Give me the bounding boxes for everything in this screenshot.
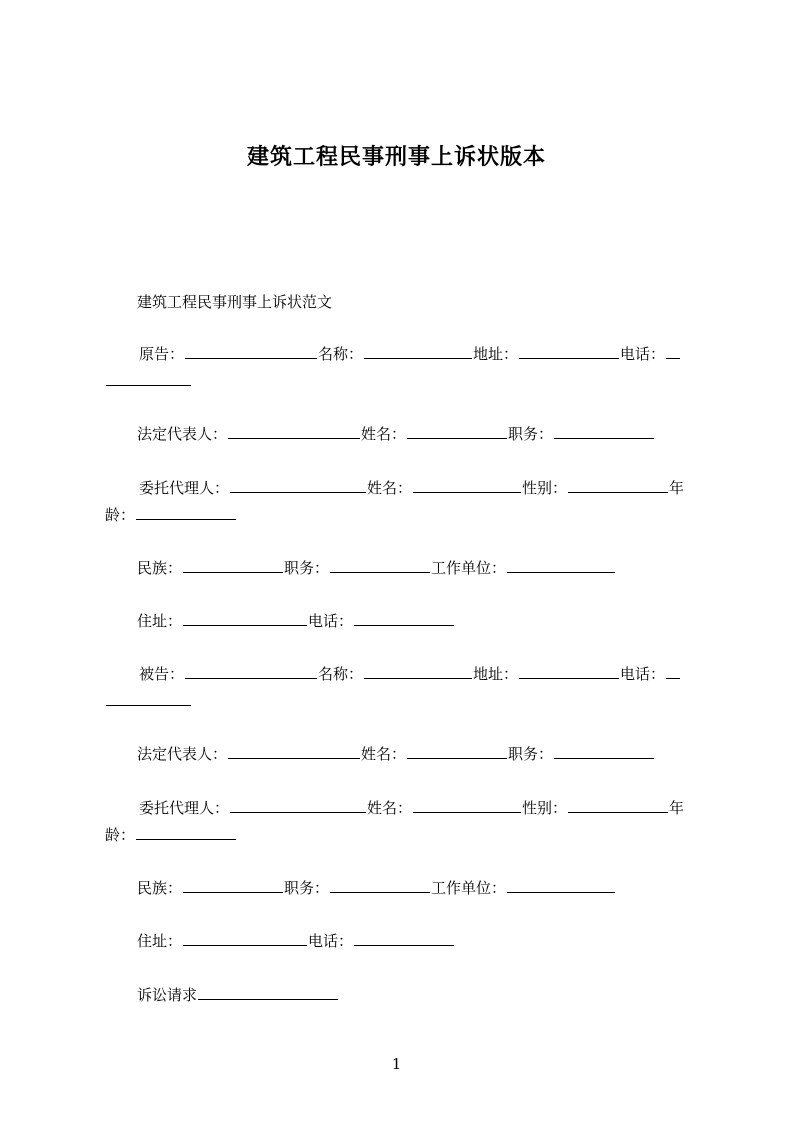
defendant-ethnicity-line bbox=[137, 873, 616, 903]
defendant-agent-line bbox=[139, 793, 684, 823]
plaintiff-address-blank[interactable] bbox=[519, 340, 619, 359]
defendant-residence-blank[interactable] bbox=[183, 927, 307, 946]
defendant-phone-blank-start[interactable] bbox=[666, 660, 680, 679]
defendant-ethnicity-blank[interactable] bbox=[183, 874, 283, 893]
plaintiff-agent-label: 委托代理人： bbox=[139, 479, 230, 497]
plaintiff-residence-label: 住址： bbox=[137, 612, 183, 630]
claims-label: 诉讼请求 bbox=[137, 986, 198, 1004]
claims-blank[interactable] bbox=[198, 981, 338, 1000]
defendant-legal-rep-name-label: 姓名： bbox=[361, 745, 407, 763]
defendant-agent-name-blank[interactable] bbox=[413, 794, 521, 813]
plaintiff-ethnicity-blank[interactable] bbox=[183, 554, 283, 573]
plaintiff-agent-age-label-a: 年 bbox=[669, 479, 685, 497]
defendant-ethnicity-label: 民族： bbox=[137, 879, 183, 897]
defendant-name-label: 名称： bbox=[318, 665, 364, 683]
plaintiff-label: 原告： bbox=[139, 345, 185, 363]
plaintiff-residence-phone-blank[interactable] bbox=[354, 607, 454, 626]
claims-line bbox=[137, 980, 339, 1010]
defendant-legal-rep-label: 法定代表人： bbox=[137, 745, 228, 763]
plaintiff-name-blank[interactable] bbox=[364, 340, 472, 359]
plaintiff-agent-name-blank[interactable] bbox=[413, 474, 521, 493]
defendant-residence-phone-blank[interactable] bbox=[354, 927, 454, 946]
defendant-line bbox=[139, 659, 681, 689]
plaintiff-legal-rep-blank[interactable] bbox=[228, 420, 360, 439]
plaintiff-ethnicity-line bbox=[137, 553, 616, 583]
defendant-legal-rep-line bbox=[137, 739, 655, 769]
defendant-agent-age-line bbox=[105, 820, 237, 850]
plaintiff-agent-gender-blank[interactable] bbox=[568, 474, 668, 493]
plaintiff-agent-name-label: 姓名： bbox=[367, 479, 413, 497]
defendant-ethnicity-position-label: 职务： bbox=[284, 879, 330, 897]
plaintiff-legal-rep-position-blank[interactable] bbox=[554, 420, 654, 439]
plaintiff-legal-rep-position-label: 职务： bbox=[508, 425, 554, 443]
defendant-residence-label: 住址： bbox=[137, 932, 183, 950]
defendant-address-blank[interactable] bbox=[519, 660, 619, 679]
plaintiff-legal-rep-name-blank[interactable] bbox=[407, 420, 507, 439]
defendant-legal-rep-name-blank[interactable] bbox=[407, 740, 507, 759]
plaintiff-name-label: 名称： bbox=[318, 345, 364, 363]
defendant-label: 被告： bbox=[139, 665, 185, 683]
defendant-workplace-label: 工作单位： bbox=[431, 879, 507, 897]
defendant-residence-line bbox=[137, 926, 455, 956]
document-subtitle: 建筑工程民事刑事上诉状范文 bbox=[137, 293, 333, 311]
plaintiff-agent-line bbox=[139, 473, 684, 503]
plaintiff-phone-continuation bbox=[105, 366, 192, 396]
defendant-agent-age-label-a: 年 bbox=[669, 799, 685, 817]
plaintiff-legal-rep-name-label: 姓名： bbox=[361, 425, 407, 443]
plaintiff-phone-blank-end[interactable] bbox=[106, 367, 191, 386]
plaintiff-phone-blank-start[interactable] bbox=[666, 340, 680, 359]
plaintiff-address-label: 地址： bbox=[473, 345, 519, 363]
plaintiff-agent-age-label-b: 龄： bbox=[105, 506, 136, 524]
defendant-name-blank[interactable] bbox=[364, 660, 472, 679]
defendant-agent-gender-blank[interactable] bbox=[568, 794, 668, 813]
plaintiff-agent-gender-label: 性别： bbox=[522, 479, 568, 497]
defendant-legal-rep-position-blank[interactable] bbox=[554, 740, 654, 759]
defendant-agent-gender-label: 性别： bbox=[522, 799, 568, 817]
defendant-agent-name-label: 姓名： bbox=[367, 799, 413, 817]
defendant-residence-phone-label: 电话： bbox=[308, 932, 354, 950]
defendant-phone-blank-end[interactable] bbox=[106, 687, 191, 706]
defendant-agent-age-label-b: 龄： bbox=[105, 826, 136, 844]
defendant-address-label: 地址： bbox=[473, 665, 519, 683]
document-title: 建筑工程民事刑事上诉状版本 bbox=[246, 145, 546, 170]
defendant-legal-rep-position-label: 职务： bbox=[508, 745, 554, 763]
plaintiff-phone-label: 电话： bbox=[620, 345, 666, 363]
defendant-agent-age-blank[interactable] bbox=[136, 821, 236, 840]
plaintiff-agent-blank[interactable] bbox=[230, 474, 366, 493]
plaintiff-agent-age-line bbox=[105, 500, 237, 530]
plaintiff-residence-phone-label: 电话： bbox=[308, 612, 354, 630]
plaintiff-ethnicity-position-blank[interactable] bbox=[330, 554, 430, 573]
defendant-agent-blank[interactable] bbox=[230, 794, 366, 813]
defendant-legal-rep-blank[interactable] bbox=[228, 740, 360, 759]
defendant-workplace-blank[interactable] bbox=[507, 874, 615, 893]
plaintiff-workplace-blank[interactable] bbox=[507, 554, 615, 573]
plaintiff-ethnicity-position-label: 职务： bbox=[284, 559, 330, 577]
page-number: 1 bbox=[391, 1055, 402, 1073]
plaintiff-agent-age-blank[interactable] bbox=[136, 501, 236, 520]
plaintiff-residence-blank[interactable] bbox=[183, 607, 307, 626]
plaintiff-workplace-label: 工作单位： bbox=[431, 559, 507, 577]
plaintiff-ethnicity-label: 民族： bbox=[137, 559, 183, 577]
plaintiff-blank[interactable] bbox=[185, 340, 317, 359]
plaintiff-residence-line bbox=[137, 606, 455, 636]
defendant-agent-label: 委托代理人： bbox=[139, 799, 230, 817]
defendant-ethnicity-position-blank[interactable] bbox=[330, 874, 430, 893]
plaintiff-line bbox=[139, 339, 681, 369]
plaintiff-legal-rep-line bbox=[137, 419, 655, 449]
plaintiff-legal-rep-label: 法定代表人： bbox=[137, 425, 228, 443]
defendant-phone-label: 电话： bbox=[620, 665, 666, 683]
defendant-phone-continuation bbox=[105, 686, 192, 716]
defendant-blank[interactable] bbox=[185, 660, 317, 679]
